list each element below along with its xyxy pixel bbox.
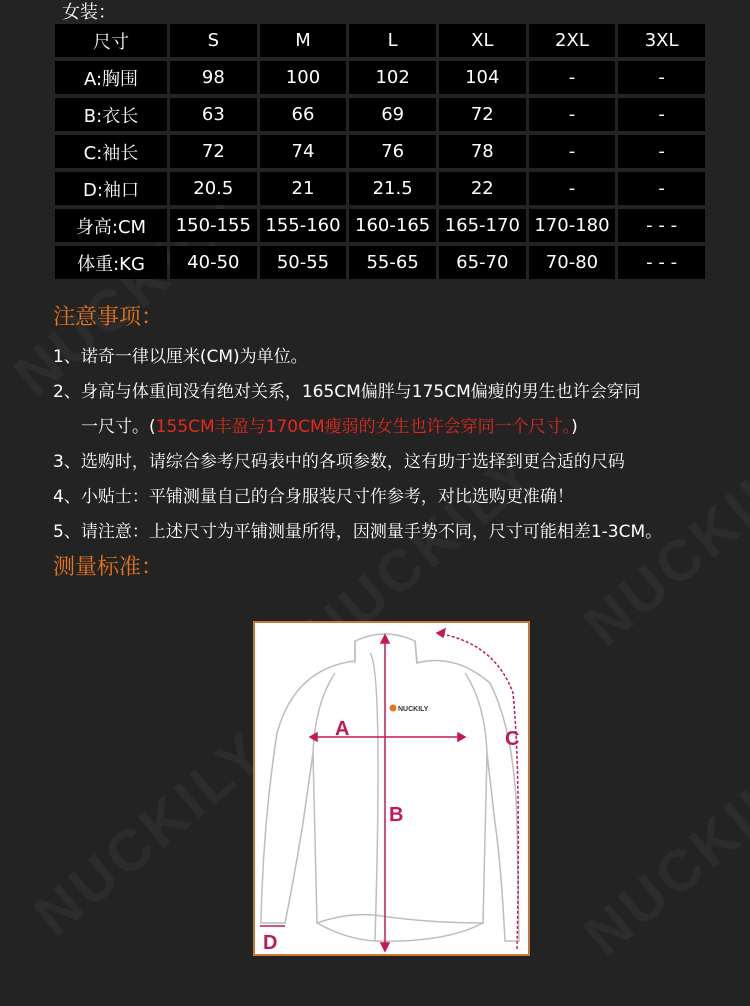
note-item: 3、选购时，请综合参考尺码表中的各项参数，这有助于选择到更合适的尺码 xyxy=(53,452,625,472)
table-cell: 20.5 xyxy=(170,172,257,205)
header-cell: 3XL xyxy=(618,24,705,57)
arrowhead xyxy=(381,943,389,951)
table-cell: 63 xyxy=(170,98,257,131)
table-row xyxy=(55,246,705,279)
note-item: 5、请注意：上述尺寸为平铺测量所得，因测量手势不同，尺寸可能相差1-3CM。 xyxy=(53,522,663,542)
table-cell: 21 xyxy=(260,172,347,205)
watermark xyxy=(21,718,279,950)
table-cell: 104 xyxy=(439,61,526,94)
table-cell: 体重:KG xyxy=(55,246,167,279)
table-cell: A:胸围 xyxy=(55,61,167,94)
table-cell: C:袖长 xyxy=(55,135,167,168)
header-cell: M xyxy=(260,24,347,57)
table-cell: 72 xyxy=(439,98,526,131)
table-cell: - - - xyxy=(618,246,705,279)
table-cell: - xyxy=(618,172,705,205)
jacket-measurement-diagram xyxy=(253,621,530,956)
watermark xyxy=(571,738,750,970)
zipper-line xyxy=(370,653,378,941)
table-cell: 65-70 xyxy=(439,246,526,279)
brand-logo-icon xyxy=(390,705,397,712)
table-cell: 69 xyxy=(349,98,436,131)
brand-logo-text: NUCKILY xyxy=(398,706,429,713)
seam-line xyxy=(313,673,487,753)
table-row xyxy=(55,135,705,168)
table-cell: 72 xyxy=(170,135,257,168)
note-item: 1、诺奇一律以厘米(CM)为单位。 xyxy=(53,347,308,367)
note-text: 一尺寸。( xyxy=(81,417,156,437)
table-cell: 150-155 xyxy=(170,209,257,242)
jacket-outline xyxy=(261,634,519,941)
table-cell: 76 xyxy=(349,135,436,168)
table-cell: - xyxy=(618,98,705,131)
header-cell: 2XL xyxy=(529,24,616,57)
table-cell: - xyxy=(618,135,705,168)
table-cell: - xyxy=(618,61,705,94)
hem-line xyxy=(317,915,483,923)
measure-title: 测量标准： xyxy=(53,555,164,580)
table-cell: 100 xyxy=(260,61,347,94)
measure-line-c xyxy=(437,633,518,949)
table-row xyxy=(55,98,705,131)
header-cell: S xyxy=(170,24,257,57)
notes-title: 注意事项： xyxy=(53,305,164,330)
label-b: B xyxy=(389,804,404,826)
women-section-label: 女装： xyxy=(62,2,116,23)
table-cell: B:衣长 xyxy=(55,98,167,131)
table-cell: 74 xyxy=(260,135,347,168)
arrowhead xyxy=(458,733,465,741)
table-cell: 98 xyxy=(170,61,257,94)
table-row xyxy=(55,209,705,242)
table-cell: - xyxy=(529,172,616,205)
table-cell: 22 xyxy=(439,172,526,205)
table-cell: 21.5 xyxy=(349,172,436,205)
label-a: A xyxy=(335,718,350,740)
label-d: D xyxy=(263,932,278,954)
table-cell: 155-160 xyxy=(260,209,347,242)
table-cell: 78 xyxy=(439,135,526,168)
table-cell: 170-180 xyxy=(529,209,616,242)
table-cell: 102 xyxy=(349,61,436,94)
table-cell: 50-55 xyxy=(260,246,347,279)
table-cell: 66 xyxy=(260,98,347,131)
table-cell: - xyxy=(529,61,616,94)
table-cell: 40-50 xyxy=(170,246,257,279)
table-header-row xyxy=(55,24,705,57)
arrowhead xyxy=(381,635,389,643)
collar-line xyxy=(355,641,417,663)
table-cell: 160-165 xyxy=(349,209,436,242)
note-highlight: 155CM丰盈与170CM瘦弱的女生也许会穿同一个尺寸。 xyxy=(155,417,572,437)
jacket-outline-svg xyxy=(255,623,528,954)
header-cell: XL xyxy=(439,24,526,57)
header-cell: L xyxy=(349,24,436,57)
table-cell: 身高:CM xyxy=(55,209,167,242)
table-row xyxy=(55,61,705,94)
note-item: 2、身高与体重间没有绝对关系，165CM偏胖与175CM偏瘦的男生也许会穿同 xyxy=(53,382,641,402)
header-cell: 尺寸 xyxy=(55,24,167,57)
table-cell: 55-65 xyxy=(349,246,436,279)
note-item xyxy=(81,412,578,437)
note-item: 4、小贴士：平铺测量自己的合身服装尺寸作参考，对比选购更准确！ xyxy=(53,487,574,507)
label-c: C xyxy=(505,728,520,750)
arrowhead xyxy=(310,733,317,741)
table-cell: 70-80 xyxy=(529,246,616,279)
table-cell: - xyxy=(529,98,616,131)
table-cell: - xyxy=(529,135,616,168)
arrowhead xyxy=(437,629,445,637)
table-cell: D:袖口 xyxy=(55,172,167,205)
table-cell: 165-170 xyxy=(439,209,526,242)
size-chart-table xyxy=(52,20,708,283)
table-row xyxy=(55,172,705,205)
note-text: ) xyxy=(571,417,578,437)
table-cell: - - - xyxy=(618,209,705,242)
